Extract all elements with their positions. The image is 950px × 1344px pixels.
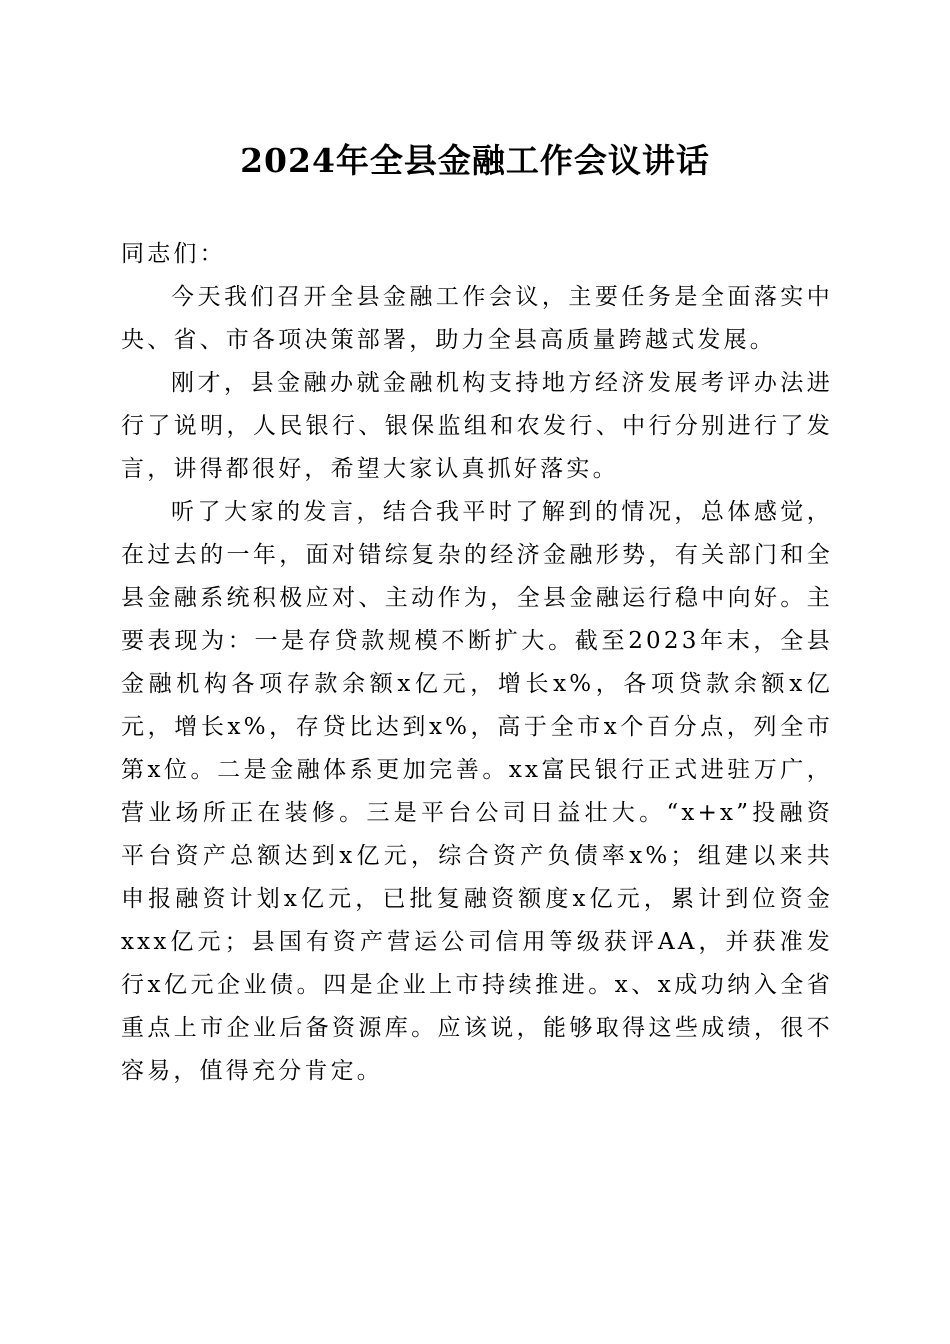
salutation: 同志们： xyxy=(121,241,226,267)
document-title: 2024年全县金融工作会议讲话 xyxy=(240,141,710,180)
paragraph-reports: 刚才，县金融办就金融机构支持地方经济发展考评办法进行了说明，人民银行、银保监组和农发行、中行分别进行了发言，讲得都很好，希望大家认真抓好落实。 xyxy=(121,370,833,482)
paragraph-opening: 今天我们召开全县金融工作会议，主要任务是全面落实中央、省、市各项决策部署，助力全县高质量跨越式发展。 xyxy=(121,284,833,353)
document-body xyxy=(121,233,833,1093)
paragraph-achievements: 听了大家的发言，结合我平时了解到的情况，总体感觉，在过去的一年，面对错综复杂的经济金融形势，有关部门和全县金融系统积极应对、主动作为，全县金融运行稳中向好。主要表现为：一是存贷款规模不断扩大。截至2023年末，全县金融机构各项存款余额x亿元，增长x%，各项贷款余额x亿元，增长x%，存贷比达到x%，高于全市x个百分点，列全市第x位。二是金融体系更加完善。xx富民银行正式进驻万广，营业场所正在装修。三是平台公司日益壮大。“x+x”投融资平台资产总额达到x亿元，综合资产负债率x%；组建以来共申报融资计划x亿元，已批复融资额度x亿元，累计到位资金xxx亿元；县国有资产营运公司信用等级获评AA，并获准发行x亿元企业债。四是企业上市持续推进。x、x成功纳入全省重点上市企业后备资源库。应该说，能够取得这些成绩，很不容易，值得充分肯定。 xyxy=(121,499,833,1084)
